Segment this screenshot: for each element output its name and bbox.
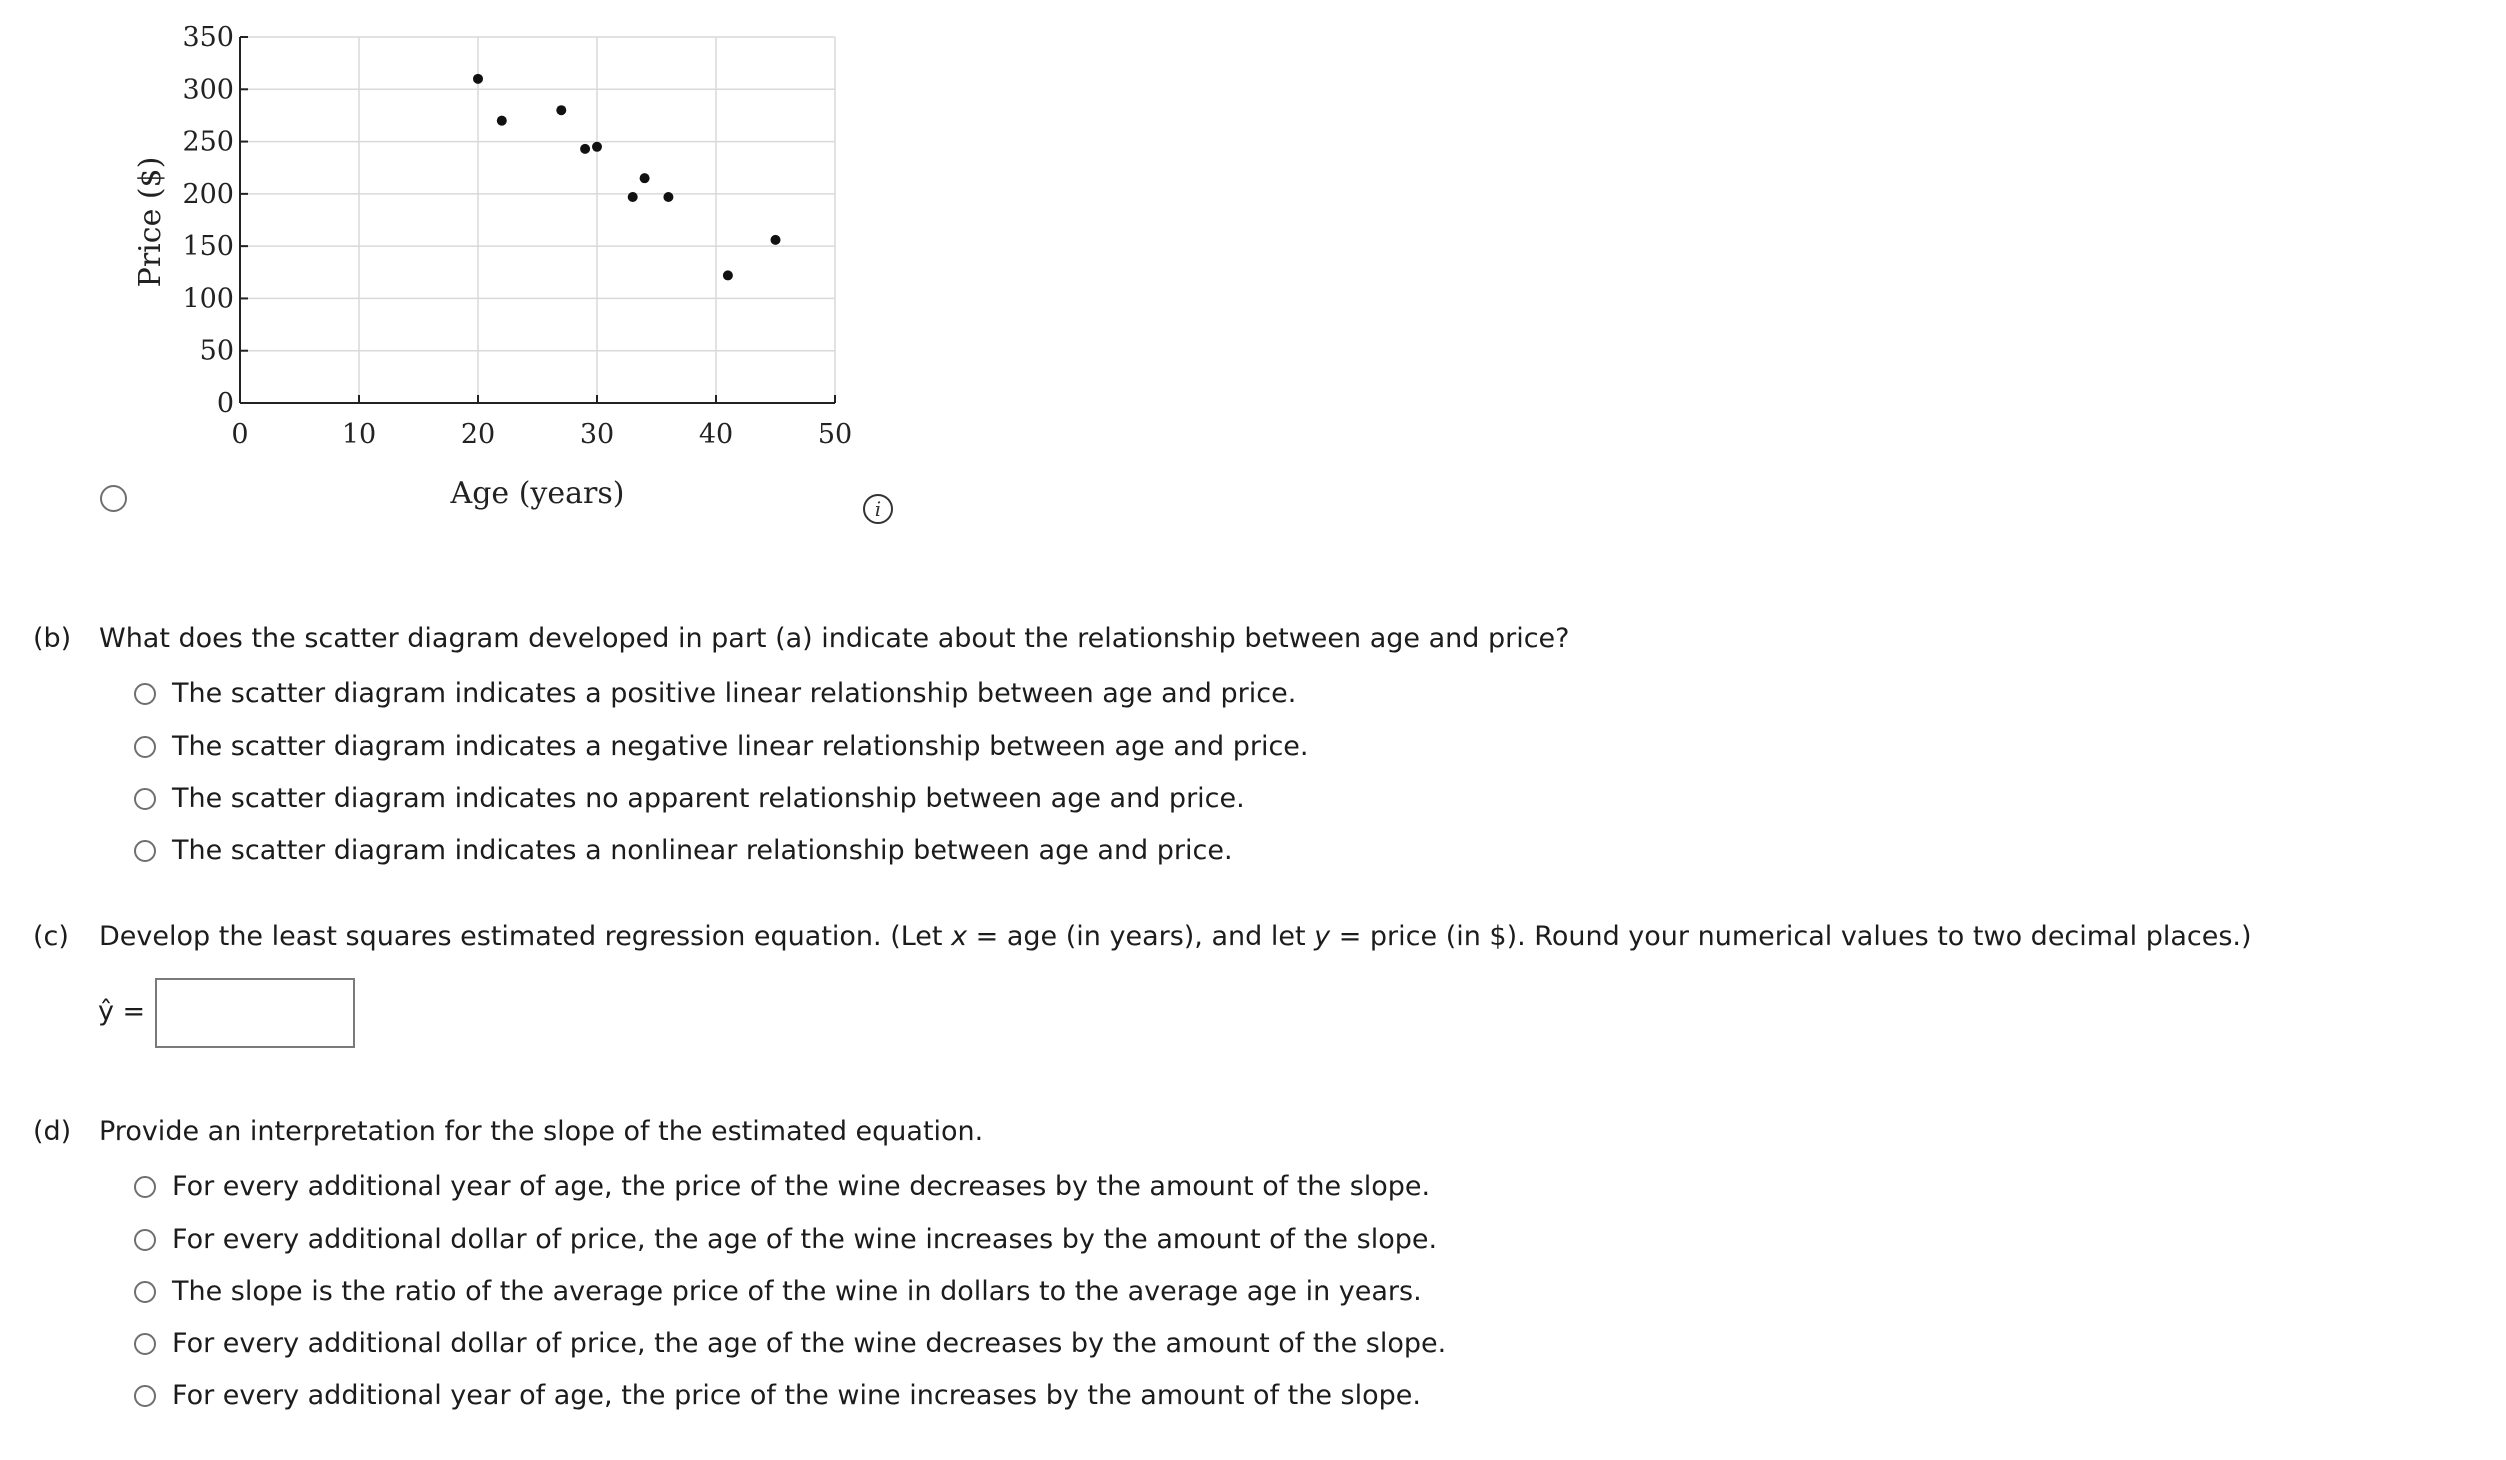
part-b-option-1-label[interactable]: The scatter diagram indicates a positive linear relationship between age and price.	[172, 678, 1297, 709]
part-b-option-3-radio[interactable]	[134, 788, 156, 810]
regression-equation-input[interactable]	[155, 978, 355, 1048]
data-point	[473, 74, 483, 84]
part-d-option-1-label[interactable]: For every additional year of age, the price of the wine decreases by the amount of the slope.	[172, 1171, 1431, 1202]
part-c-text-pre: Develop the least squares estimated regression equation. (Let	[99, 921, 952, 952]
part-c-label: (c)	[33, 921, 69, 952]
y-tick-label: 0	[216, 388, 234, 419]
part-b-label: (b)	[33, 623, 72, 654]
part-b-question-text: What does the scatter diagram developed in part (a) indicate about the relationship between age and price?	[99, 623, 1570, 654]
data-point	[640, 173, 650, 183]
part-d-option-4-radio[interactable]	[134, 1333, 156, 1355]
part-d-option-3-label[interactable]: The slope is the ratio of the average price of the wine in dollars to the average age in years.	[172, 1276, 1422, 1307]
part-d-question-text: Provide an interpretation for the slope of the estimated equation.	[99, 1116, 984, 1147]
data-point	[497, 116, 507, 126]
y-tick-label: 300	[182, 74, 234, 106]
y-tick-label: 50	[199, 335, 234, 367]
y-tick-label: 100	[182, 283, 234, 315]
y-tick-label: 250	[182, 126, 234, 158]
part-c-text-mid: = age (in years), and let	[967, 921, 1315, 952]
x-tick-label: 30	[579, 419, 615, 450]
data-point	[580, 144, 590, 154]
part-b-option-1-radio[interactable]	[134, 683, 156, 705]
part-b-option-4-radio[interactable]	[134, 840, 156, 862]
y-tick-label: 350	[182, 22, 234, 53]
part-d-option-2-radio[interactable]	[134, 1229, 156, 1251]
x-tick-label: 40	[698, 419, 734, 450]
info-icon[interactable]: i	[863, 494, 893, 524]
part-c-var-x: x	[951, 921, 968, 952]
part-c-question	[33, 920, 2252, 954]
y-tick-label: 200	[182, 178, 234, 210]
x-tick-label: 10	[341, 419, 377, 450]
data-point	[556, 105, 566, 115]
y-tick-label: 150	[182, 231, 234, 263]
x-tick-label: 20	[460, 419, 496, 450]
part-d-option-1-radio[interactable]	[134, 1176, 156, 1198]
data-point	[628, 192, 638, 202]
part-d-label: (d)	[33, 1116, 72, 1147]
x-tick-label: 0	[231, 419, 249, 450]
part-d-option-2-label[interactable]: For every additional dollar of price, the age of the wine increases by the amount of the slope.	[172, 1224, 1438, 1255]
part-d-question	[33, 1115, 983, 1149]
part-b-option-2-label[interactable]: The scatter diagram indicates a negative linear relationship between age and price.	[172, 731, 1309, 762]
data-point	[771, 235, 781, 245]
yhat-label: ŷ =	[98, 996, 146, 1027]
part-a-option-radio[interactable]	[100, 485, 127, 512]
scatter-chart	[0, 0, 900, 560]
part-c-text-post: = price (in $). Round your numerical values to two decimal places.)	[1330, 921, 2252, 952]
part-b-option-4-label[interactable]: The scatter diagram indicates a nonlinear relationship between age and price.	[172, 835, 1233, 866]
part-d-option-5-radio[interactable]	[134, 1385, 156, 1407]
data-point	[592, 142, 602, 152]
x-tick-label: 50	[817, 419, 853, 450]
part-c-var-y: y	[1314, 921, 1331, 952]
part-d-option-5-label[interactable]: For every additional year of age, the price of the wine increases by the amount of the slope.	[172, 1380, 1421, 1411]
x-axis-title: Age (years)	[450, 476, 625, 511]
data-point	[663, 192, 673, 202]
y-axis-title: Price ($)	[133, 156, 168, 288]
part-b-option-2-radio[interactable]	[134, 736, 156, 758]
part-d-option-4-label[interactable]: For every additional dollar of price, the age of the wine decreases by the amount of the slope.	[172, 1328, 1447, 1359]
data-point	[723, 270, 733, 280]
part-b-question	[33, 622, 1570, 656]
part-d-option-3-radio[interactable]	[134, 1281, 156, 1303]
part-b-option-3-label[interactable]: The scatter diagram indicates no apparent relationship between age and price.	[172, 783, 1245, 814]
